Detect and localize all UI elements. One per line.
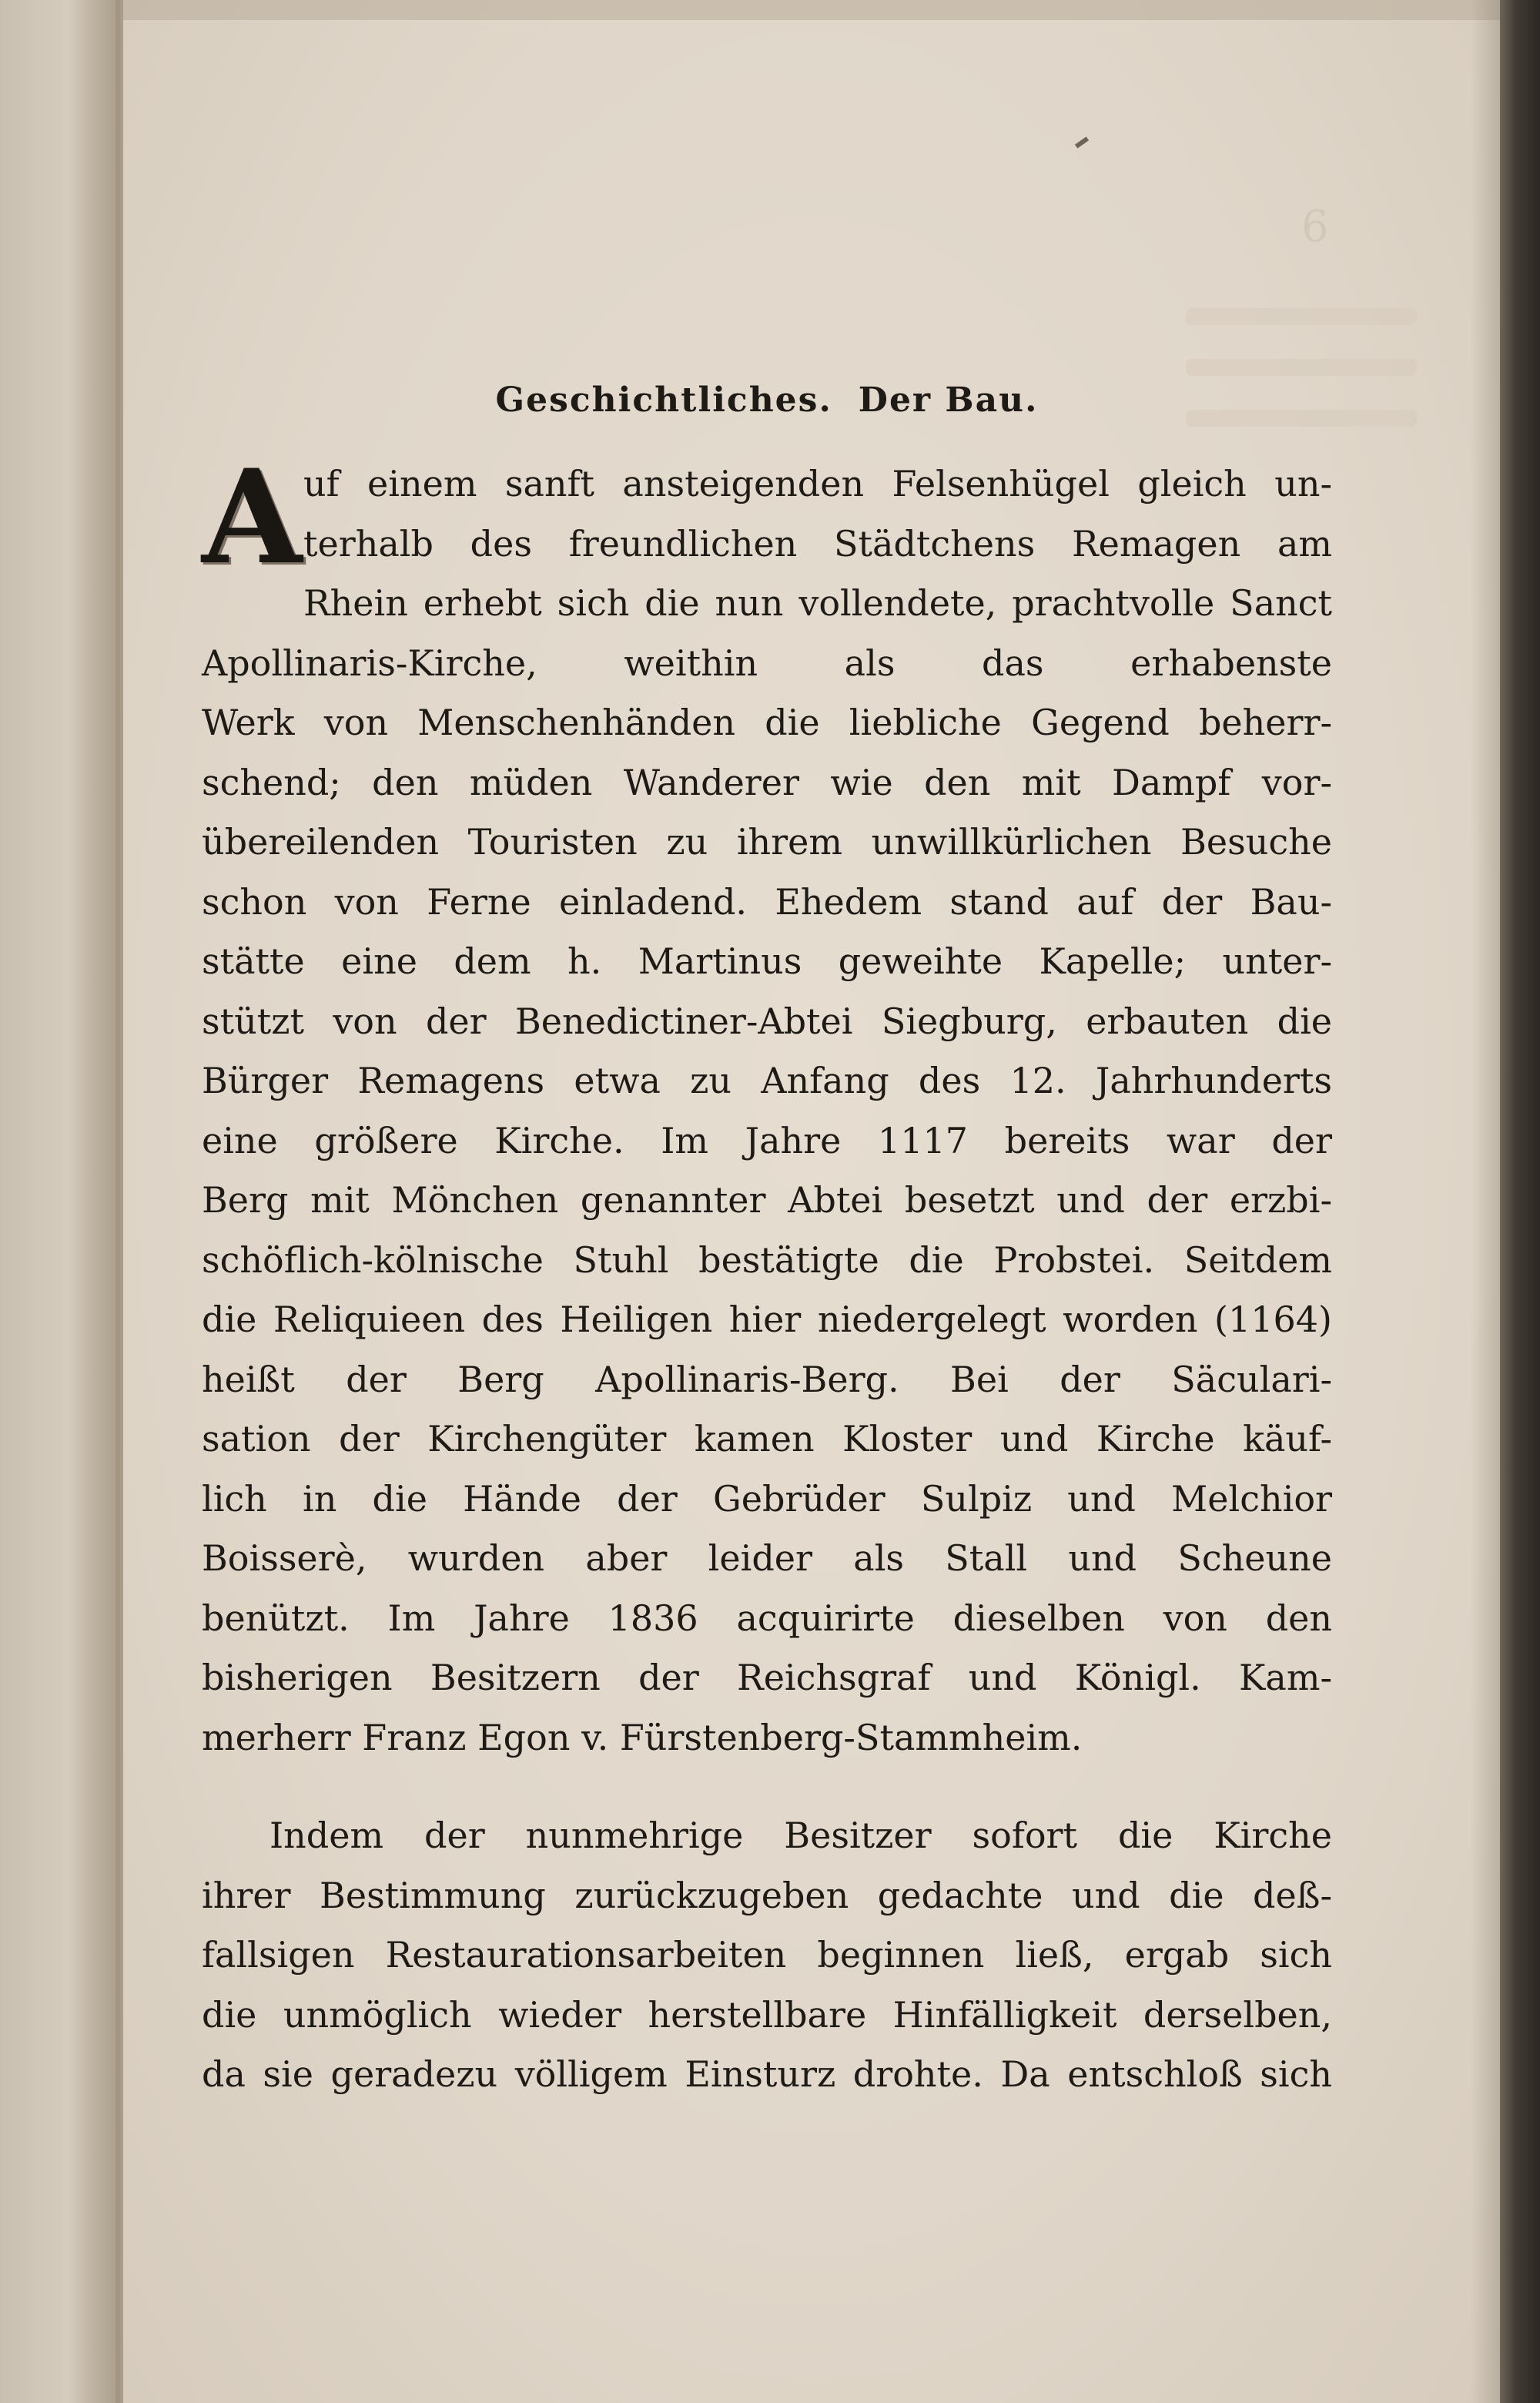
text-line: Rhein erhebt sich die nun vollendete, prachtvolle Sanct xyxy=(303,582,1332,624)
text-line: uf einem sanft ansteigenden Felsenhügel gleich un- xyxy=(303,463,1332,504)
text-line: bisherigen Besitzern der Reichsgraf und Königl. Kam- xyxy=(202,1657,1332,1698)
text-line: Apollinaris-Kirche, weithin als das erhabenste xyxy=(202,642,1332,684)
paragraph-2 xyxy=(202,1806,1332,2105)
book-binding xyxy=(0,0,123,2403)
page-top-edge xyxy=(123,0,1503,20)
text-line: übereilenden Touristen zu ihrem unwillkürlichen Besuche xyxy=(202,821,1332,863)
bleed-line xyxy=(1186,308,1417,325)
text-line: terhalb des freundlichen Städtchens Remagen am xyxy=(303,522,1332,565)
text-line: Bürger Remagens etwa zu Anfang des 12. Jahrhunderts xyxy=(202,1060,1332,1101)
text-line: fallsigen Restaurationsarbeiten beginnen ließ, ergab sich xyxy=(202,1934,1332,1976)
text-line: merherr Franz Egon v. Fürstenberg-Stammheim. xyxy=(202,1716,1083,1758)
bleed-through-page-number: 6 xyxy=(1301,202,1329,252)
text-line: schöflich-kölnische Stuhl bestätigte die Probstei. Seitdem xyxy=(202,1238,1332,1281)
text-line: sation der Kirchengüter kamen Kloster und Kirche käuf- xyxy=(202,1418,1332,1460)
text-line: Boisserè, wurden aber leider als Stall und Scheune xyxy=(202,1537,1332,1579)
text-line: schon von Ferne einladend. Ehedem stand auf der Bau- xyxy=(202,880,1332,923)
text-line: Indem der nunmehrige Besitzer sofort die Kirche xyxy=(270,1815,1332,1856)
drop-cap: A xyxy=(202,441,303,593)
text-line: heißt der Berg Apollinaris-Berg. Bei der Säculari- xyxy=(202,1358,1332,1400)
heading-construction: Der Bau. xyxy=(858,380,1039,420)
text-line: Berg mit Mönchen genannter Abtei besetzt und der erzbi- xyxy=(202,1179,1332,1221)
text-line: stätte eine dem h. Martinus geweihte Kapelle; unter- xyxy=(202,940,1332,982)
text-line: Werk von Menschenhänden die liebliche Gegend beherr- xyxy=(202,702,1332,743)
text-line: lich in die Hände der Gebrüder Sulpiz und Melchior xyxy=(202,1477,1332,1520)
text-line: eine größere Kirche. Im Jahre 1117 bereits war der xyxy=(202,1119,1332,1161)
bleed-line xyxy=(1186,359,1417,376)
page-edge-shadow xyxy=(1471,0,1503,2403)
text-line: da sie geradezu völligem Einsturz drohte. Da entschloß sich xyxy=(202,2053,1332,2095)
text-line: die Reliquieen des Heiligen hier niedergelegt worden (1164) xyxy=(202,1299,1332,1340)
book-cover-edge xyxy=(1500,0,1540,2403)
binding-crease xyxy=(116,0,120,2403)
section-heading xyxy=(202,380,1332,420)
heading-history: Geschichtliches. xyxy=(495,380,832,420)
text-line: schend; den müden Wanderer wie den mit Dampf vor- xyxy=(202,761,1332,803)
text-line: ihrer Bestimmung zurückzugeben gedachte und die deß- xyxy=(202,1874,1332,1916)
text-line: benützt. Im Jahre 1836 acquirirte dieselben von den xyxy=(202,1597,1332,1639)
paragraph-1 xyxy=(202,441,1332,1768)
text-line: die unmöglich wieder herstellbare Hinfälligkeit derselben, xyxy=(202,1993,1332,2036)
text-line: stützt von der Benedictiner-Abtei Siegburg, erbauten die xyxy=(202,1000,1332,1042)
